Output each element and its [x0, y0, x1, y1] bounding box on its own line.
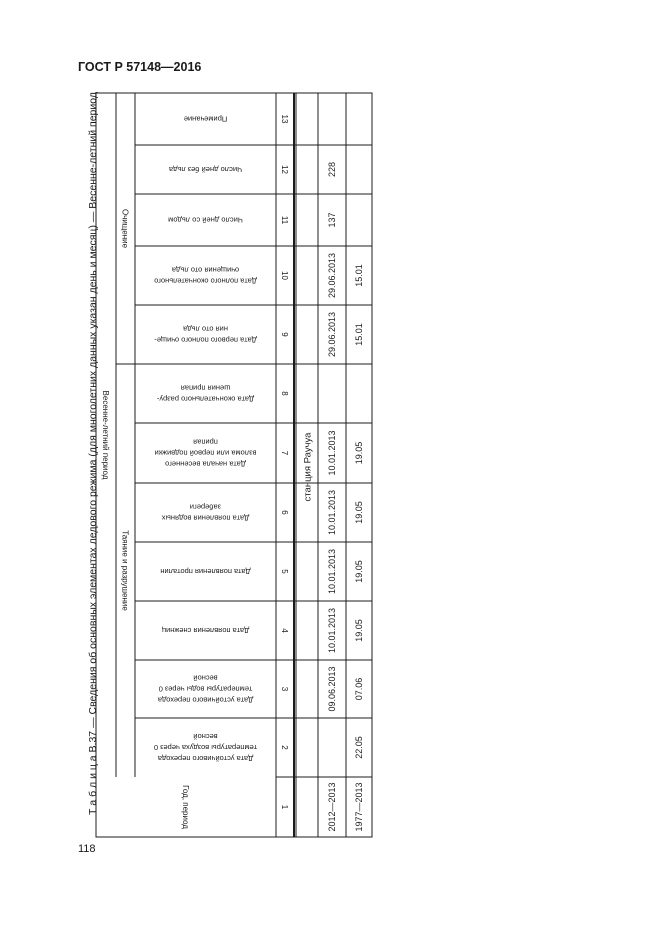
column-number-11-text: 11 — [280, 215, 290, 225]
table-cell — [354, 501, 364, 524]
column-number-10-text: 10 — [280, 271, 290, 280]
column-header-2-line: температуры воздуха через 0 — [153, 742, 258, 752]
page-number: 118 — [78, 843, 96, 855]
column-header-7-line: Дата начала весеннего — [165, 459, 246, 469]
table-cell — [327, 490, 337, 535]
column-header-9-line: ния ото льда — [183, 324, 228, 334]
column-number-1 — [280, 805, 289, 810]
column-number-1-text: 1 — [280, 804, 290, 810]
column-header-5 — [160, 567, 250, 576]
column-header-9-line: Дата первого полного очище- — [154, 335, 257, 345]
table-cell — [354, 619, 364, 642]
column-header-8-line: шения припая — [180, 383, 231, 393]
column-header-7-line: припая — [193, 437, 218, 447]
table-cell-text: 29.06.2013 — [327, 311, 338, 358]
column-number-6 — [280, 510, 289, 515]
group-header-clearing-text: Очищение — [120, 208, 130, 249]
column-header-7 — [155, 437, 257, 468]
row-year-1 — [327, 782, 337, 831]
table-cell — [327, 549, 337, 594]
column-number-5-text: 5 — [280, 569, 290, 574]
column-number-2-text: 2 — [280, 745, 290, 750]
table-cell-text: 10.01.2013 — [327, 489, 338, 536]
group-header-melting-text: Таяние и разрушение — [120, 530, 130, 611]
column-header-2-line: весной — [193, 731, 218, 741]
table-cell-text: 10.01.2013 — [327, 548, 338, 595]
group-header-melting — [121, 530, 130, 611]
table-cell-text: 22.05 — [354, 736, 365, 759]
column-number-8 — [280, 391, 289, 396]
column-header-6-line: Дата появления водяных — [161, 513, 250, 523]
column-number-11 — [280, 216, 289, 225]
column-header-10-line: Дата полного окончательного — [154, 276, 257, 286]
column-header-12 — [168, 165, 242, 174]
station-label — [302, 432, 313, 502]
column-header-7-line: взлома или первой подвижки — [154, 448, 257, 458]
table-cell-text: 07.06 — [354, 677, 365, 701]
table-cell-text: 137 — [327, 212, 338, 228]
table-cell — [327, 162, 337, 177]
column-number-5 — [280, 569, 289, 574]
column-header-13-line: Примечание — [183, 114, 228, 124]
caption-text: В.37 — Сведения об основных элементах ледового режима (для многолетних данных указан день и месяц) — Весенне-летний период — [87, 92, 99, 753]
column-header-6 — [162, 502, 250, 522]
column-number-8-text: 8 — [280, 391, 290, 396]
column-header-1 — [181, 785, 190, 829]
table-cell-text: 19.05 — [354, 560, 365, 583]
caption-prefix: Т а б л и ц а — [87, 755, 99, 815]
column-header-3-line: весной — [193, 673, 218, 683]
table-cell — [327, 666, 337, 711]
column-header-11-line: Число дней со льдом — [168, 215, 243, 225]
column-header-10 — [154, 265, 257, 285]
table-cell — [327, 608, 337, 653]
station-label-text: станция Раучуа — [302, 432, 314, 502]
column-header-8-line: Дата окончательного разру- — [156, 394, 255, 404]
column-header-12-line: Число дней без льда — [168, 164, 243, 174]
column-number-9-text: 9 — [280, 332, 290, 337]
column-header-4 — [161, 626, 249, 635]
group-header-period-text: Весенне-летний период — [101, 390, 111, 480]
table-cell-text: 10.01.2013 — [327, 607, 338, 654]
table-cell — [354, 323, 364, 346]
group-header-clearing — [121, 209, 130, 249]
table-cell — [354, 560, 364, 583]
table-cell-text: 15.01 — [354, 264, 365, 287]
table-cell-text: 19.05 — [354, 441, 365, 465]
column-number-6-text: 6 — [280, 510, 290, 515]
column-number-9 — [280, 332, 289, 337]
column-number-2 — [280, 745, 289, 750]
column-number-3 — [280, 687, 289, 692]
row-year-1-text: 2012—2013 — [327, 782, 338, 832]
document-header: ГОСТ Р 57148—2016 — [78, 60, 202, 74]
column-header-5-line: Дата появления проталин — [160, 566, 251, 576]
table-cell — [327, 212, 337, 227]
group-header-period — [101, 391, 110, 480]
column-number-3-text: 3 — [280, 686, 290, 692]
column-number-13-text: 13 — [280, 114, 290, 124]
table-cell — [354, 736, 364, 759]
table-cell-text: 10.01.2013 — [327, 430, 338, 476]
column-number-10 — [280, 271, 289, 280]
column-number-12 — [280, 165, 289, 174]
column-number-13 — [280, 115, 289, 124]
row-year-2-text: 1977—2013 — [354, 782, 365, 832]
column-header-4-line: Дата появления снежниц — [161, 625, 250, 635]
column-header-13 — [184, 114, 227, 123]
table-cell — [327, 430, 337, 475]
column-header-11 — [168, 215, 243, 224]
column-header-3-line: Дата устойчивого перехода — [157, 695, 254, 705]
column-number-12-text: 12 — [280, 165, 290, 174]
column-number-7-text: 7 — [280, 450, 290, 456]
table-cell-text: 29.06.2013 — [327, 252, 338, 299]
column-header-3-line: температуры воды через 0 — [158, 684, 253, 694]
table-cell — [354, 678, 364, 701]
column-number-4 — [280, 628, 289, 633]
column-header-3 — [157, 673, 253, 704]
row-year-2 — [354, 782, 364, 831]
table-cell — [327, 312, 337, 357]
column-header-9 — [154, 324, 257, 344]
column-header-2 — [154, 732, 257, 763]
table-cell — [327, 253, 337, 298]
column-header-1-text: Год, период — [181, 785, 191, 829]
table-cell-text: 19.05 — [354, 619, 365, 642]
column-number-7 — [280, 451, 289, 456]
column-header-8 — [156, 383, 254, 403]
table-cell — [354, 264, 364, 287]
table-cell-text: 19.05 — [354, 501, 365, 524]
column-number-4-text: 4 — [280, 628, 290, 633]
table-cell-text: 15.01 — [354, 323, 365, 346]
table-cell — [354, 442, 364, 465]
table-cell-text: 228 — [327, 161, 338, 178]
column-header-6-line: забереги — [189, 502, 222, 512]
table-cell-text: 09.06.2013 — [327, 666, 338, 712]
column-header-10-line: очищения ото льда — [171, 265, 240, 275]
column-header-2-line: Дата устойчивого перехода — [157, 753, 254, 763]
